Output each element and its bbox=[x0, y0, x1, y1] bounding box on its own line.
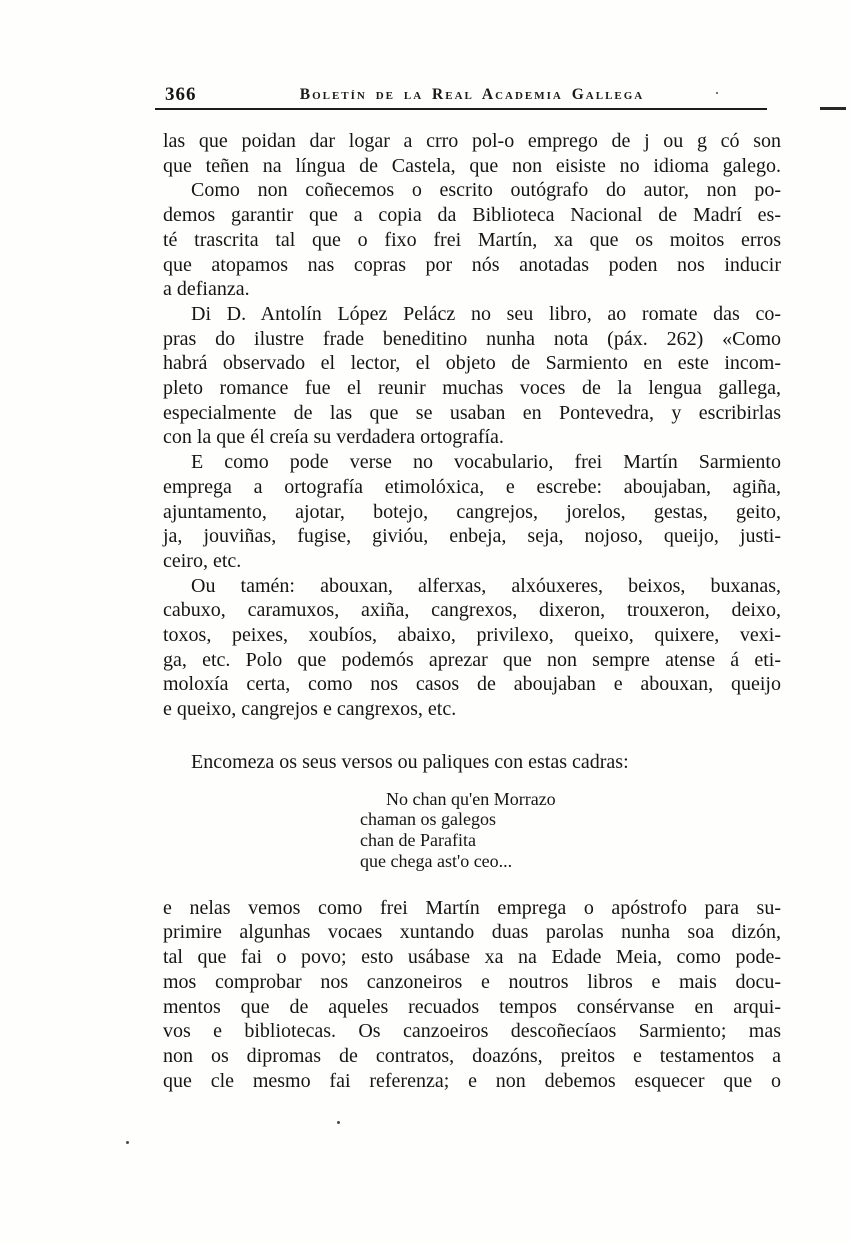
text-line: a defianza. bbox=[163, 278, 250, 301]
text-line: non os dipromas de contratos, doazóns, preitos e testamentos a bbox=[163, 1044, 781, 1067]
verse-block bbox=[360, 789, 781, 872]
text-line: habrá observado el lector, el objeto de Sarmiento en este incom- bbox=[163, 352, 781, 375]
text-line: vos e bibliotecas. Os canzoeiros descoñecíaos Sarmiento; mas bbox=[163, 1020, 781, 1043]
text-line: Di D. Antolín López Pelácz no seu libro, ao romate das co- bbox=[191, 302, 781, 325]
text-line: pleto romance fue el reunir muchas voces de la lengua gallega, bbox=[163, 377, 781, 400]
paragraph bbox=[163, 178, 781, 302]
text-line: e nelas vemos como frei Martín emprega o apóstrofo para su- bbox=[163, 896, 781, 919]
page-number: 366 bbox=[165, 84, 197, 105]
text-line: moloxía certa, como nos casos de aboujaban e abouxan, queijo bbox=[163, 673, 781, 696]
text-line: especialmente de las que se usaban en Pontevedra, y escribirlas bbox=[163, 401, 781, 424]
text-line: e queixo, cangrejos e cangrexos, etc. bbox=[163, 698, 457, 721]
text-line: que chega ast'o ceo... bbox=[360, 850, 513, 871]
page-header bbox=[163, 84, 781, 108]
text-line: toxos, peixes, xoubíos, abaixo, privilexo, queixo, quixere, vexi- bbox=[163, 624, 781, 647]
text-line: mentos que de aqueles recuados tempos consérvanse en arqui- bbox=[163, 995, 781, 1018]
text-line: ja, jouviñas, fugise, givióu, enbeja, seja, nojoso, queijo, justi- bbox=[163, 525, 781, 548]
paragraph bbox=[163, 750, 781, 775]
text-line: que atopamos nas copras por nós anotadas poden nos inducir bbox=[163, 253, 781, 276]
header-rule bbox=[155, 108, 767, 110]
paragraph bbox=[163, 302, 781, 450]
text-line: chaman os galegos bbox=[360, 809, 496, 830]
text-line: Como non coñecemos o escrito outógrafo do autor, non po- bbox=[191, 179, 781, 202]
text-line: que teñen na língua de Castela, que non eisiste no idioma galego. bbox=[163, 154, 781, 177]
text-line: tal que fai o povo; esto usábase xa na Edade Meia, como pode- bbox=[163, 946, 781, 969]
page-body bbox=[163, 129, 781, 1093]
paragraph bbox=[163, 574, 781, 722]
text-line: pras do ilustre frade beneditino nunha nota (páx. 262) «Como bbox=[163, 327, 781, 350]
text-line: Ou tamén: abouxan, alferxas, alxóuxeres, beixos, buxanas, bbox=[191, 574, 781, 597]
paragraph bbox=[163, 450, 781, 574]
text-line: primire algunhas vocaes xuntando duas parolas nunha soa dizón, bbox=[163, 921, 781, 944]
running-head-title: Boletín de la Real Academia Gallega bbox=[299, 86, 645, 103]
scan-speck bbox=[126, 1141, 129, 1144]
text-line: ajuntamento, ajotar, botejo, cangrejos, jorelos, gestas, geito, bbox=[163, 500, 781, 523]
text-line: Encomeza os seus versos ou paliques con estas cadras: bbox=[191, 750, 629, 773]
text-line: ceiro, etc. bbox=[163, 549, 242, 572]
text-line: con la que él creía su verdadera ortografía. bbox=[163, 426, 504, 449]
header-rule-fragment bbox=[820, 107, 846, 110]
text-line: las que poidan dar logar a crro pol-o emprego de j ou g có son bbox=[163, 130, 781, 152]
text-line: ga, etc. Polo que podemós aprezar que non sempre atense á eti- bbox=[163, 648, 781, 671]
text-line: No chan qu'en Morrazo bbox=[386, 788, 556, 809]
paragraph bbox=[163, 896, 781, 1094]
text-line: que cle mesmo fai referenza; e non debemos esquecer que o bbox=[163, 1069, 781, 1092]
paragraph bbox=[163, 129, 781, 178]
text-line: E como pode verse no vocabulario, frei Martín Sarmiento bbox=[191, 451, 781, 474]
scan-speck bbox=[716, 92, 718, 94]
text-line: chan de Parafita bbox=[360, 830, 476, 851]
text-line: demos garantir que a copia da Biblioteca Nacional de Madrí es- bbox=[163, 204, 781, 227]
text-line: mos comprobar nos canzoneiros e noutros libros e mais docu- bbox=[163, 970, 781, 993]
text-line: emprega a ortografía etimolóxica, e escrebe: aboujaban, agiña, bbox=[163, 475, 781, 498]
scan-speck bbox=[337, 1121, 340, 1124]
text-line: té trascrita tal que o fixo frei Martín, xa que os moitos erros bbox=[163, 228, 781, 251]
text-line: cabuxo, caramuxos, axiña, cangrexos, dixeron, trouxeron, deixo, bbox=[163, 599, 781, 622]
